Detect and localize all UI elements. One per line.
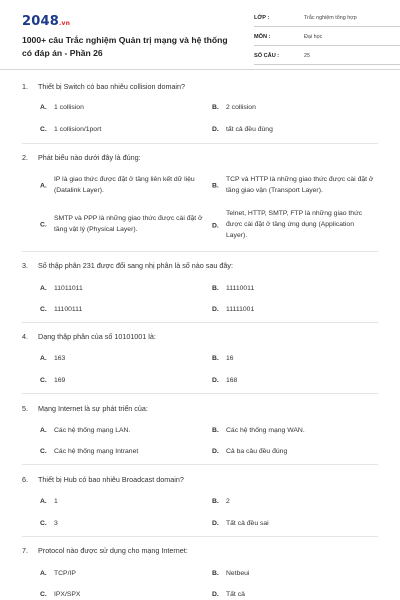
option-b[interactable]: B. 11110011 bbox=[212, 285, 255, 292]
option-c[interactable]: C. 1 collision/1port bbox=[40, 126, 102, 133]
option-b[interactable]: B. TCP và HTTP là những giao thức được cài đặt ở tầng giao vận (Transport Layer). bbox=[212, 176, 374, 194]
option-d[interactable]: D. 11111001 bbox=[212, 306, 255, 313]
question-divider bbox=[22, 464, 378, 465]
meta-class-row bbox=[254, 12, 400, 27]
option-b[interactable]: B. 2 collision bbox=[212, 104, 256, 111]
page-title: 1000+ câu Trắc nghiệm Quản trị mạng và hệ thống có đáp án - Phần 26 bbox=[22, 35, 228, 58]
option-b[interactable]: B. Netbeui bbox=[212, 570, 250, 577]
option-c[interactable]: C. Các hệ thống mạng Intranet bbox=[40, 448, 139, 455]
meta-subject-row bbox=[254, 31, 400, 46]
site-logo[interactable]: 2048.vn bbox=[22, 14, 71, 29]
meta-key: MÔN : bbox=[254, 34, 271, 40]
option-b[interactable]: B. 2 bbox=[212, 498, 230, 505]
option-d[interactable]: D. Tất cả đều sai bbox=[212, 520, 269, 527]
meta-value: 25 bbox=[304, 53, 310, 59]
option-a[interactable]: A. Các hệ thống mạng LAN. bbox=[40, 427, 131, 434]
option-a[interactable]: A. 163 bbox=[40, 355, 66, 362]
option-a[interactable]: A. 1 collision bbox=[40, 104, 84, 111]
question-3: 3. Số thập phân 231 được đổi sang nhị phân là số nào sau đây: bbox=[22, 261, 233, 270]
question-5: 5. Mạng Internet là sự phát triển của: bbox=[22, 404, 148, 413]
option-d[interactable]: D. tất cả đều đúng bbox=[212, 126, 273, 133]
option-a[interactable]: A. 1 bbox=[40, 498, 58, 505]
option-a[interactable]: A. TCP/IP bbox=[40, 570, 76, 577]
question-divider bbox=[22, 536, 378, 537]
question-4: 4. Dạng thập phân của số 10101001 là: bbox=[22, 332, 156, 341]
option-a[interactable]: A. IP là giao thức được đặt ở tầng liên kết dữ liệu (Datalink Layer). bbox=[40, 176, 195, 194]
option-b[interactable]: B. 16 bbox=[212, 355, 234, 362]
option-c[interactable]: C. 169 bbox=[40, 377, 66, 384]
question-divider bbox=[22, 143, 378, 144]
question-1: 1. Thiết bị Switch có bao nhiêu collision domain? bbox=[22, 82, 186, 91]
option-c[interactable]: C. 11100111 bbox=[40, 306, 83, 313]
question-6: 6. Thiết bị Hub có bao nhiêu Broadcast domain? bbox=[22, 475, 184, 484]
meta-value: Đại học bbox=[304, 34, 323, 40]
question-divider bbox=[22, 251, 378, 252]
option-b[interactable]: B. Các hệ thống mạng WAN. bbox=[212, 427, 305, 434]
option-d[interactable]: D. Cả ba câu đều đúng bbox=[212, 448, 288, 455]
option-d[interactable]: D. 168 bbox=[212, 377, 238, 384]
meta-count-row bbox=[254, 50, 400, 65]
question-2: 2. Phát biểu nào dưới đây là đúng: bbox=[22, 153, 141, 162]
header-divider bbox=[0, 69, 400, 70]
option-d[interactable]: D. Telnet, HTTP, SMTP, FTP là những giao thức được cài đặt ở tầng ứng dụng (Application Layer). bbox=[212, 210, 363, 239]
question-7: 7. Protocol nào được sử dụng cho mạng Internet: bbox=[22, 546, 188, 555]
question-divider bbox=[22, 322, 378, 323]
option-d[interactable]: D. Tất cả bbox=[212, 591, 245, 598]
meta-key: LỚP : bbox=[254, 15, 270, 21]
question-divider bbox=[22, 393, 378, 394]
option-c[interactable]: C. IPX/SPX bbox=[40, 591, 81, 598]
option-a[interactable]: A. 11011011 bbox=[40, 285, 83, 292]
option-c[interactable]: C. 3 bbox=[40, 520, 58, 527]
meta-value: Trắc nghiệm tổng hợp bbox=[304, 15, 357, 21]
option-c[interactable]: C. SMTP và PPP là những giao thức được cài đặt ở tầng vật lý (Physical Layer). bbox=[40, 215, 203, 233]
quiz-meta bbox=[254, 12, 400, 69]
page-header bbox=[22, 12, 382, 68]
meta-key: SỐ CÂU : bbox=[254, 53, 280, 59]
